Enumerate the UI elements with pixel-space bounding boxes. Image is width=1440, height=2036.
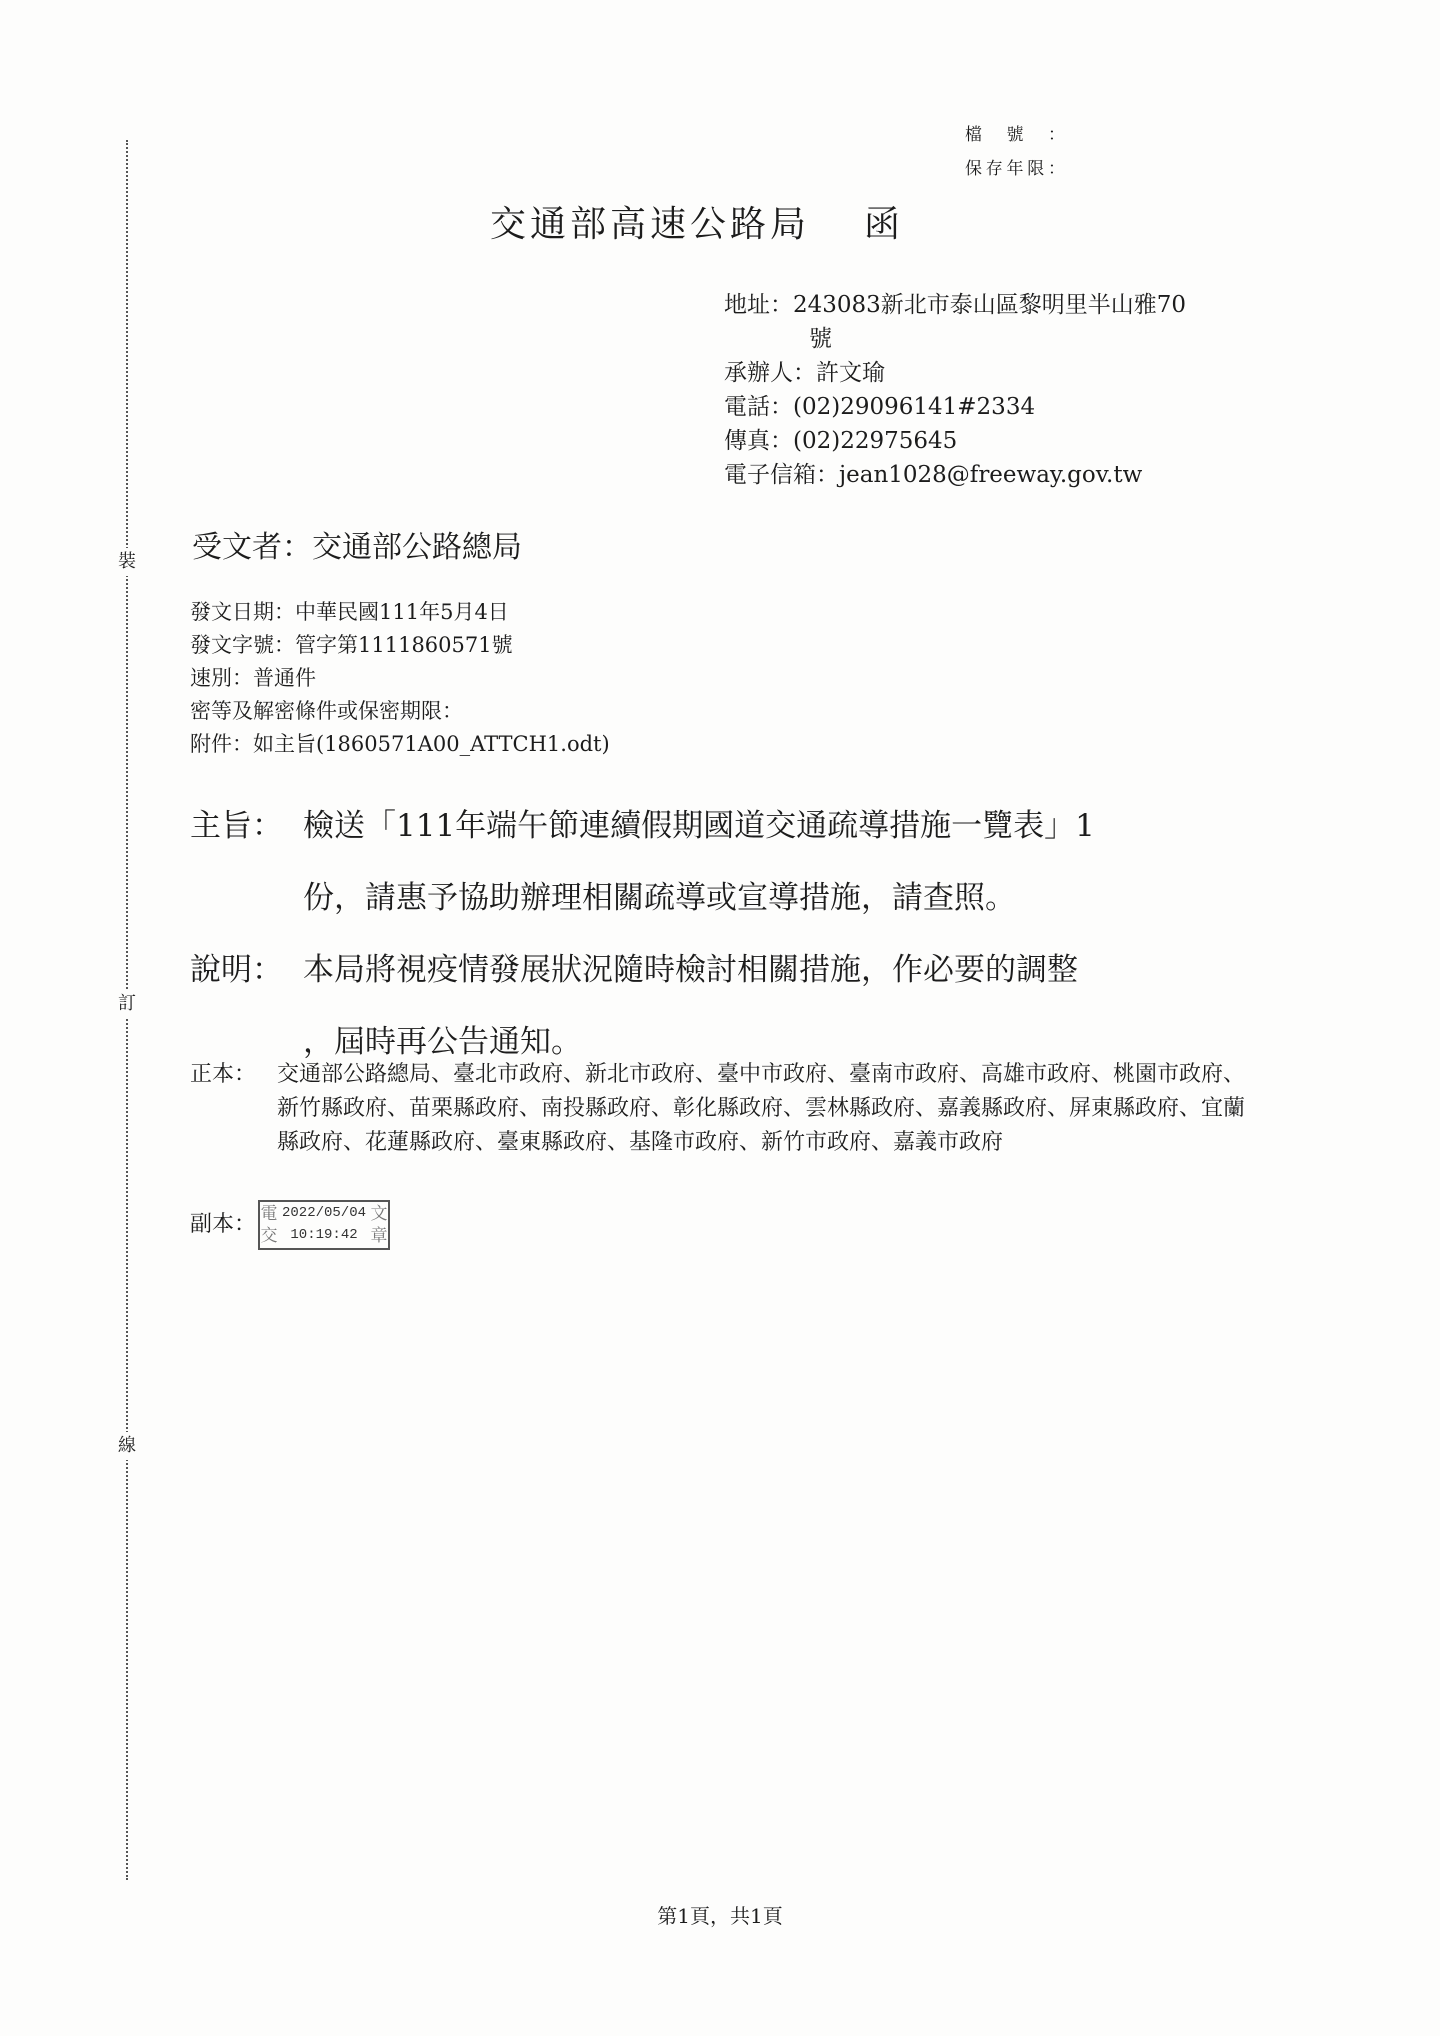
electronic-seal <box>258 1200 390 1250</box>
archive-info <box>965 118 1065 186</box>
binding-mark-zhuang: 裝 <box>113 548 141 576</box>
subject-section <box>190 790 1270 1078</box>
subject-text-1: 檢送「111年端午節連續假期國道交通疏導措施一覽表」1 <box>303 808 1095 844</box>
binding-mark-ding: 訂 <box>113 990 141 1018</box>
issue-number: 發文字號：管字第1111860571號 <box>190 633 513 657</box>
speed-class: 速別：普通件 <box>190 666 316 690</box>
seal-date: 2022/05/04 <box>282 1205 367 1221</box>
seal-char-2: 交 <box>260 1226 278 1246</box>
file-number-label: 檔號： <box>965 125 1065 145</box>
phone-line: 電話：(02)29096141#2334 <box>724 394 1036 420</box>
agency-name: 交通部高速公路局 <box>490 204 811 245</box>
page-number: 第1頁，共1頁 <box>657 1904 783 1928</box>
retention-label: 保存年限： <box>965 159 1065 179</box>
cc-label: 副本： <box>190 1212 257 1237</box>
explanation-text-1: 本局將視疫情發展狀況隨時檢討相關措施，作必要的調整 <box>303 952 1078 988</box>
email-line: 電子信箱：jean1028@freeway.gov.tw <box>724 462 1143 488</box>
contact-block <box>724 288 1284 492</box>
seal-char-1: 電 <box>260 1204 278 1224</box>
recipient-line: 受文者：交通部公路總局 <box>192 530 522 565</box>
attachment-line: 附件：如主旨(1860571A00_ATTCH1.odt) <box>190 732 610 756</box>
original-copies <box>190 1058 1270 1160</box>
secrecy-level: 密等及解密條件或保密期限： <box>190 699 463 723</box>
original-copies-list: 交通部公路總局、臺北市政府、新北市政府、臺中市政府、臺南市政府、高雄市政府、桃園市政府、新竹縣政府、苗栗縣政府、南投縣政府、彰化縣政府、雲林縣政府、嘉義縣政府、屏東縣政府、宜蘭縣政府、花蓮縣政府、臺東縣政府、基隆市政府、新竹市政府、嘉義市政府 <box>277 1062 1246 1155</box>
original-copies-label: 正本： <box>190 1062 257 1087</box>
address-line-continued: 號 <box>809 326 832 352</box>
fax-line: 傳真：(02)22975645 <box>724 428 958 454</box>
handler-line: 承辦人：許文瑜 <box>724 360 885 386</box>
document-meta <box>190 596 610 761</box>
seal-time: 10:19:42 <box>290 1227 358 1243</box>
seal-char-4: 章 <box>370 1226 388 1246</box>
document-title <box>490 196 904 247</box>
carbon-copies <box>190 1200 390 1250</box>
document-type: 函 <box>864 204 905 245</box>
explanation-label: 說明： <box>190 952 283 988</box>
subject-text-2: 份，請惠予協助辦理相關疏導或宣導措施，請查照。 <box>303 880 1016 916</box>
binding-mark-xian: 線 <box>113 1432 141 1460</box>
issue-date: 發文日期：中華民國111年5月4日 <box>190 600 509 624</box>
address-line: 地址：243083新北市泰山區黎明里半山雅70 <box>724 292 1187 318</box>
subject-label: 主旨： <box>190 808 283 844</box>
explanation-text-2: ，屆時再公告通知。 <box>303 1024 582 1060</box>
seal-char-3: 文 <box>370 1204 388 1224</box>
